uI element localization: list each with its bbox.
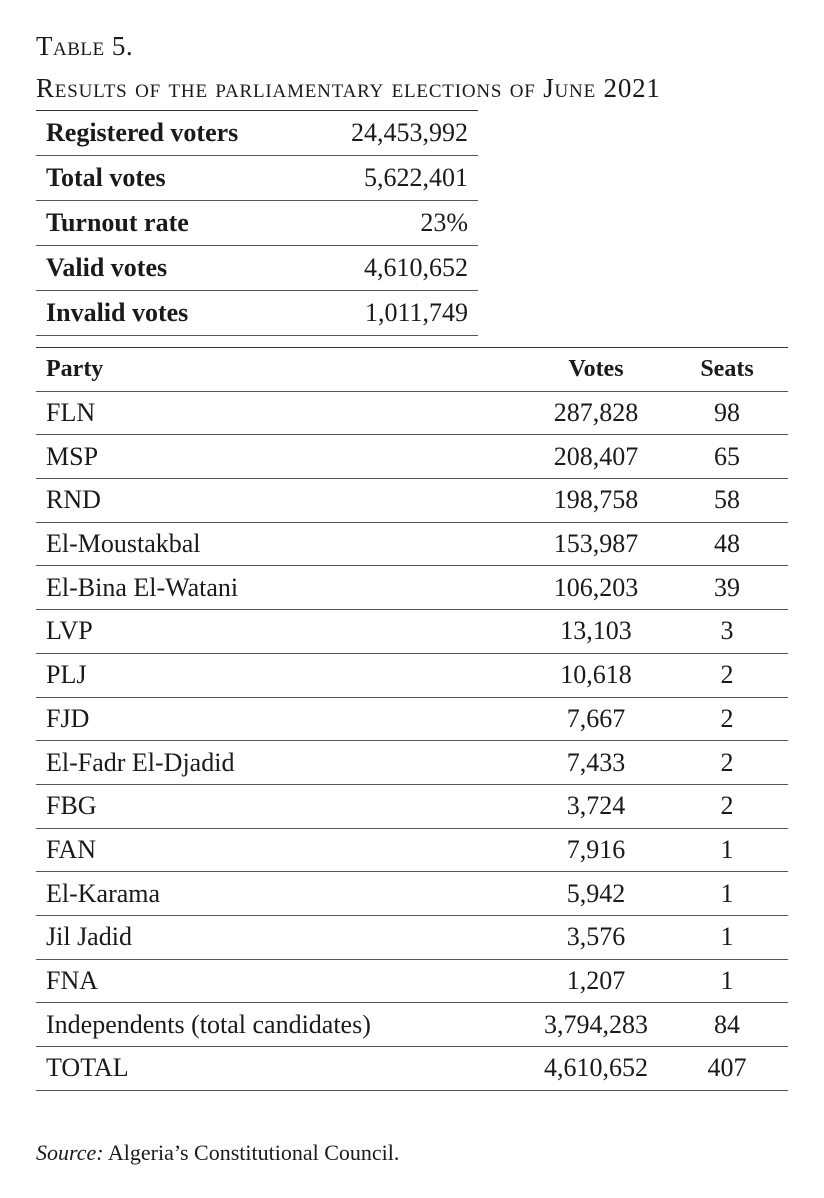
- table-row: [36, 435, 788, 479]
- party-name: Independents (total candidates): [46, 1009, 371, 1039]
- table-row: [36, 916, 788, 960]
- party-name: FAN: [46, 834, 97, 864]
- party-seats: 1: [720, 965, 734, 995]
- party-seats: 1: [720, 922, 734, 952]
- table-row: [36, 741, 788, 785]
- table-row: [36, 1003, 788, 1047]
- summary-row: [36, 156, 478, 201]
- table-row: [36, 872, 788, 916]
- party-results-table: [36, 347, 788, 1091]
- party-name: RND: [46, 485, 101, 515]
- party-name: LVP: [46, 616, 93, 646]
- source-label: Source:: [36, 1140, 104, 1165]
- party-name: FBG: [46, 791, 97, 821]
- source-text: Algeria’s Constitutional Council.: [103, 1140, 400, 1165]
- party-name: TOTAL: [46, 1053, 129, 1083]
- header-votes: Votes: [568, 355, 624, 382]
- party-name: El-Karama: [46, 878, 161, 908]
- summary-label: Total votes: [46, 163, 166, 192]
- party-seats: 39: [714, 572, 740, 602]
- summary-row: [36, 291, 478, 336]
- table-row: [36, 392, 788, 436]
- header-party: Party: [46, 355, 104, 382]
- party-seats: 2: [720, 791, 734, 821]
- table-header-row: [36, 348, 788, 392]
- party-votes: 3,576: [566, 922, 626, 952]
- party-votes: 7,916: [566, 834, 626, 864]
- summary-value: 4,610,652: [364, 253, 468, 282]
- party-votes: 4,610,652: [544, 1053, 648, 1083]
- table-label: Table 5.: [36, 31, 134, 61]
- party-seats: 58: [714, 485, 740, 515]
- party-name: FLN: [46, 398, 96, 428]
- summary-value: 5,622,401: [364, 163, 468, 192]
- party-seats: 3: [720, 616, 734, 646]
- summary-label: Turnout rate: [46, 208, 189, 237]
- table-row: [36, 523, 788, 567]
- party-votes: 3,794,283: [544, 1009, 648, 1039]
- party-seats: 1: [720, 834, 734, 864]
- table-caption: Results of the parliamentary elections of June 2021: [36, 73, 661, 103]
- summary-label: Registered voters: [46, 118, 239, 147]
- party-seats: 98: [714, 398, 740, 428]
- table-row: [36, 785, 788, 829]
- party-votes: 153,987: [553, 529, 639, 559]
- party-votes: 13,103: [560, 616, 632, 646]
- table-row: [36, 566, 788, 610]
- party-votes: 3,724: [566, 791, 626, 821]
- party-rows: [36, 392, 788, 1091]
- party-votes: 198,758: [553, 485, 639, 515]
- party-name: El-Fadr El-Djadid: [46, 747, 235, 777]
- party-name: PLJ: [46, 660, 87, 690]
- party-name: El-Bina El-Watani: [46, 572, 239, 602]
- party-votes: 7,667: [566, 703, 626, 733]
- table-row: [36, 829, 788, 873]
- summary-row: [36, 246, 478, 291]
- summary-table: [36, 110, 478, 336]
- table-row: [36, 960, 788, 1004]
- party-seats: 1: [720, 878, 734, 908]
- party-votes: 208,407: [553, 441, 639, 471]
- party-name: MSP: [46, 441, 99, 471]
- party-seats: 48: [714, 529, 740, 559]
- table-row: [36, 610, 788, 654]
- summary-row: [36, 111, 478, 156]
- summary-label: Valid votes: [46, 253, 168, 282]
- source-note: [36, 1140, 399, 1166]
- party-name: El-Moustakbal: [46, 529, 201, 559]
- party-name: FNA: [46, 965, 99, 995]
- summary-value: 1,011,749: [364, 298, 468, 327]
- party-votes: 106,203: [553, 572, 639, 602]
- table-row: [36, 1047, 788, 1091]
- party-seats: 407: [707, 1053, 747, 1083]
- party-seats: 2: [720, 660, 734, 690]
- summary-value: 23%: [420, 208, 468, 237]
- party-seats: 84: [714, 1009, 740, 1039]
- table-row: [36, 698, 788, 742]
- party-seats: 65: [714, 441, 740, 471]
- header-seats: Seats: [700, 355, 754, 382]
- party-votes: 7,433: [566, 747, 626, 777]
- party-seats: 2: [720, 703, 734, 733]
- table-row: [36, 654, 788, 698]
- party-votes: 287,828: [553, 398, 639, 428]
- party-seats: 2: [720, 747, 734, 777]
- summary-value: 24,453,992: [351, 118, 468, 147]
- party-name: FJD: [46, 703, 90, 733]
- table-row: [36, 479, 788, 523]
- party-name: Jil Jadid: [46, 922, 132, 952]
- summary-row: [36, 201, 478, 246]
- party-votes: 10,618: [560, 660, 632, 690]
- party-votes: 1,207: [566, 965, 626, 995]
- party-votes: 5,942: [566, 878, 626, 908]
- summary-label: Invalid votes: [46, 298, 189, 327]
